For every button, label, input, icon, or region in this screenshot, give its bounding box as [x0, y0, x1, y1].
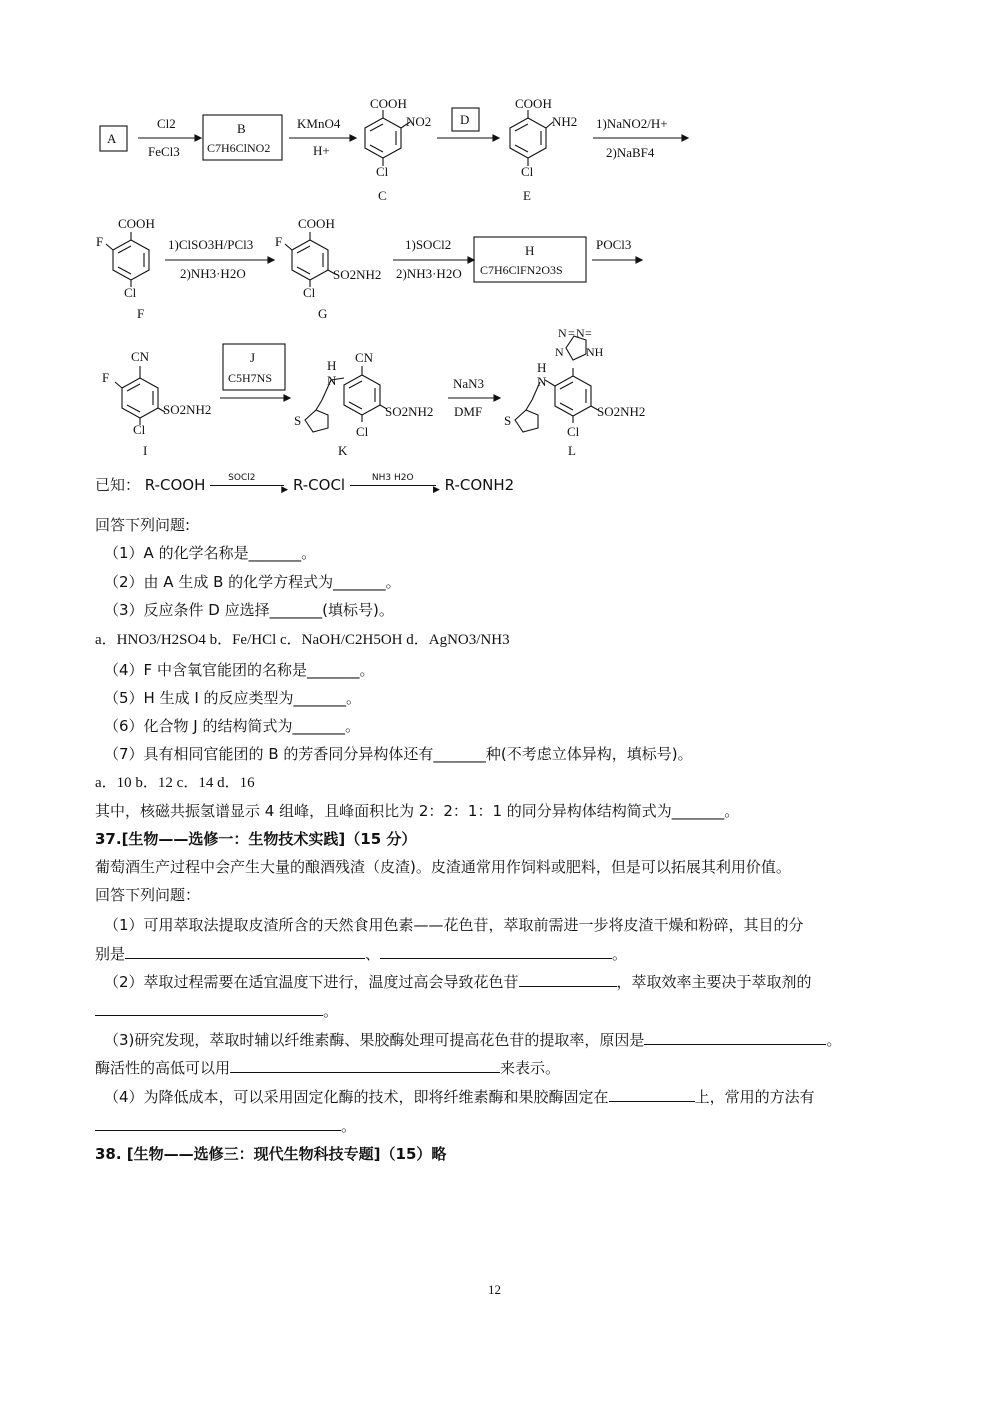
group-COOH-C: COOH [370, 96, 407, 111]
svg-text:=: = [568, 326, 575, 340]
q38-title: 38. [生物——选修三：现代生物科技专题]（15）略 [95, 1145, 447, 1163]
tetrazole-NH: NH [586, 345, 604, 359]
group-F-F: F [96, 234, 104, 249]
group-Cl-F: Cl [124, 285, 137, 300]
reagent-1-bot: FeCl3 [148, 144, 180, 159]
group-NO2-C: NO2 [406, 114, 432, 129]
group-Cl-I: Cl [133, 422, 146, 437]
group-CN-K: CN [355, 350, 374, 365]
label-A: A [107, 131, 117, 146]
group-COOH-G: COOH [298, 216, 335, 231]
formula-H: C7H6ClFN2O3S [480, 263, 563, 277]
q37-4b [95, 1116, 356, 1136]
q37-end: 。 [826, 1031, 842, 1049]
known-reaction: 已知： R-COOH SOCl2 ▶ R-COCl NH3 H2O ▶ R-CONH2 [95, 475, 514, 495]
arrow-2-head [350, 135, 356, 141]
answer-blank[interactable] [380, 944, 612, 959]
answer-blank[interactable] [125, 944, 365, 959]
q37-1b [95, 944, 627, 964]
known-over2: NH3 H2O [371, 473, 414, 483]
q36-intro: 回答下列问题: [95, 516, 191, 534]
svg-text:=: = [585, 326, 592, 340]
q36-3-options: a．HNO3/H2SO4 b．Fe/HCl c．NaOH/C2H5OH d．AgNO3/NH3 [95, 632, 510, 648]
q37-3b-end: 来表示。 [500, 1059, 561, 1077]
group-SO2NH2-G: SO2NH2 [333, 267, 382, 282]
reagent-5-bot: 2)NH3·H2O [180, 266, 246, 281]
label-G: G [318, 306, 328, 321]
q37-4a-text: （4）为降低成本，可以采用固定化酶的技术，即将纤维素酶和果胶酶固定在 [104, 1088, 609, 1106]
answer-blank[interactable] [644, 1030, 826, 1045]
tetrazole-N1: N [558, 326, 567, 340]
group-COOH-F: COOH [118, 216, 155, 231]
q37-3b [95, 1058, 560, 1078]
group-Cl-G: Cl [303, 285, 316, 300]
q37-3b-text: 酶活性的高低可以用 [95, 1059, 231, 1077]
group-Cl-E: Cl [521, 164, 534, 179]
reagent-2-bot: H+ [313, 143, 330, 158]
group-H-L: H [537, 360, 547, 375]
q37-intro: 葡萄酒生产过程中会产生大量的酿酒残渣（皮渣)。皮渣通常用作饲料或肥料，但是可以拓展其利用价值。 [95, 858, 791, 876]
q37-end: 。 [341, 1117, 357, 1135]
q37-intro2: 回答下列问题： [95, 886, 201, 904]
q37-2a-text: （2）萃取过程需要在适宜温度下进行，温度过高会导致花色苷 [104, 973, 519, 991]
q37-2b [95, 1001, 338, 1021]
q37-title: 37.[生物——选修一：生物技术实践]（15 分） [95, 830, 417, 848]
tetrazole-N2: N [576, 326, 585, 340]
group-Cl-K: Cl [356, 424, 369, 439]
label-J: J [250, 350, 256, 365]
group-SO2NH2-K: SO2NH2 [385, 404, 434, 419]
known-r1: R-COOH [144, 476, 206, 494]
label-C: C [378, 188, 387, 203]
reagent-1-top: Cl2 [157, 116, 176, 131]
q36-3: （3）反应条件 D 应选择_______(填标号)。 [104, 601, 394, 619]
q36-5: （5）H 生成 I 的反应类型为_______。 [104, 689, 362, 707]
answer-blank[interactable] [609, 1087, 695, 1102]
label-E: E [523, 188, 531, 203]
known-prefix: 已知： [95, 476, 141, 494]
reagent-4-top: 1)NaNO2/H+ [596, 116, 668, 131]
answer-blank[interactable] [95, 1001, 323, 1016]
q37-3a [104, 1030, 841, 1050]
group-SO2NH2-L: SO2NH2 [597, 404, 646, 419]
q36-7: （7）具有相同官能团的 B 的芳香同分异构体还有_______种(不考虑立体异构，填标号)。 [104, 745, 693, 763]
arrow-1-head [195, 135, 201, 141]
tetrazole-N3: N [555, 345, 564, 359]
label-F: F [137, 306, 145, 321]
label-H: H [525, 243, 535, 258]
reagent-9-top: NaN3 [453, 376, 485, 391]
reagent-6-bot: 2)NH3·H2O [396, 266, 462, 281]
q37-2a-end: ，萃取效率主要决于萃取剂的 [616, 973, 812, 991]
reagent-2-top: KMnO4 [297, 116, 341, 131]
group-Cl-C: Cl [376, 164, 389, 179]
formula-J: C5H7NS [228, 371, 273, 385]
thiophene-K [305, 410, 328, 432]
answer-blank[interactable] [230, 1058, 500, 1073]
reagent-7-top: POCl3 [596, 237, 632, 252]
answer-blank[interactable] [519, 972, 617, 987]
q36-4: （4）F 中含氧官能团的名称是_______。 [104, 661, 375, 679]
q36-6: （6）化合物 J 的结构简式为_______。 [104, 717, 361, 735]
group-Cl-L: Cl [567, 424, 580, 439]
q37-1b-text: 别是 [95, 945, 126, 963]
reagent-6-top: 1)SOCl2 [405, 237, 452, 252]
reagent-5-top: 1)ClSO3H/PCl3 [168, 237, 254, 252]
group-COOH-E: COOH [515, 96, 552, 111]
label-K: K [338, 443, 348, 458]
group-SO2NH2-I: SO2NH2 [163, 402, 212, 417]
q37-end: 。 [323, 1002, 339, 1020]
q37-2a [104, 972, 812, 992]
q37-sep: 、 [365, 945, 381, 963]
known-r2: R-COCl [292, 476, 346, 494]
group-NH2-E: NH2 [552, 114, 578, 129]
reagent-4-bot: 2)NaBF4 [606, 145, 655, 160]
known-r3: R-CONH2 [444, 476, 515, 494]
label-L: L [568, 443, 576, 458]
thiophene-L [515, 410, 538, 432]
group-F-G: F [275, 234, 283, 249]
reagent-9-bot: DMF [454, 404, 483, 419]
q37-3a-text: （3)研究发现，萃取时辅以纤维素酶、果胶酶处理可提高花色苷的提取率，原因是 [104, 1031, 645, 1049]
synthesis-scheme [0, 0, 992, 470]
q37-end: 。 [612, 945, 628, 963]
group-H-K: H [327, 358, 337, 373]
group-N-L: N [537, 374, 547, 389]
q36-1: （1）A 的化学名称是_______。 [104, 544, 317, 562]
q37-4a-end: 上，常用的方法有 [694, 1088, 815, 1106]
label-D: D [460, 112, 470, 127]
group-N-K: N [327, 373, 337, 388]
q36-2: （2）由 A 生成 B 的化学方程式为_______。 [104, 573, 401, 591]
q36-7-extra: 其中，核磁共振氢谱显示 4 组峰，且峰面积比为 2：2：1：1 的同分异构体结构简式为_______。 [95, 802, 740, 820]
label-I: I [143, 443, 148, 458]
known-over1: SOCl2 [228, 473, 256, 483]
q37-4a [104, 1087, 815, 1107]
group-F-I: F [102, 370, 110, 385]
formula-B: C7H6ClNO2 [207, 141, 271, 155]
page-number: 12 [488, 1282, 501, 1297]
q36-7-options: a．10 b．12 c．14 d．16 [95, 775, 255, 791]
group-S-L: S [504, 413, 512, 428]
group-S-K: S [294, 413, 302, 428]
label-B: B [237, 121, 246, 136]
answer-blank[interactable] [95, 1116, 341, 1131]
q37-1a: （1）可用萃取法提取皮渣所含的天然食用色素——花色苷，萃取前需进一步将皮渣干燥和粉碎，其目的分 [104, 916, 804, 934]
group-CN-I: CN [131, 349, 150, 364]
